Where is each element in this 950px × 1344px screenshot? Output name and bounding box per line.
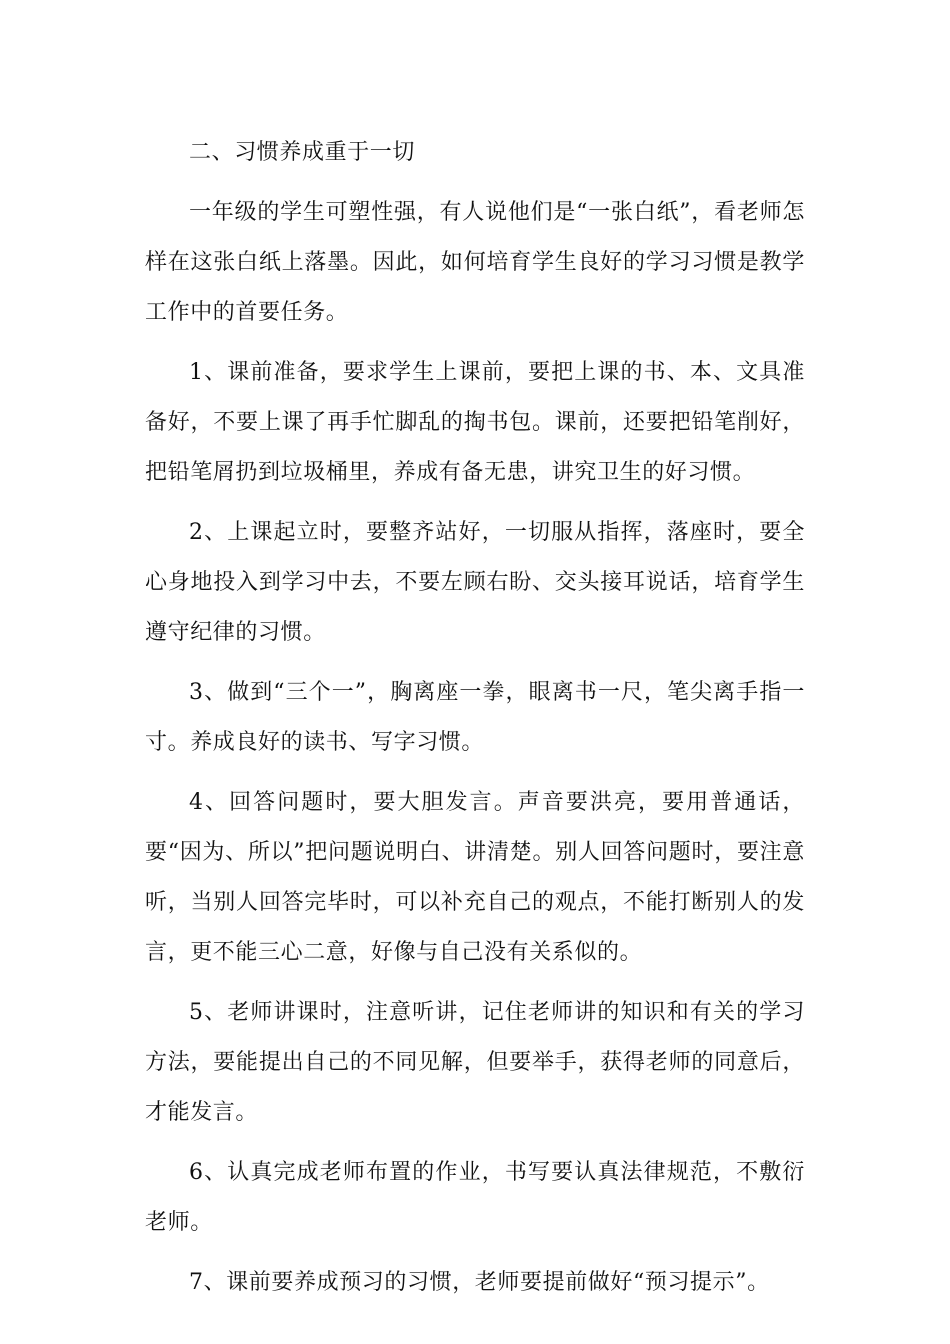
document-body [145,128,805,1318]
paragraph-item-7: 7、课前要养成预习的习惯，老师要提前做好“预习提示”。 [189,1270,770,1295]
paragraph-item-1: 1、课前准备，要求学生上课前，要把上课的书、本、文具准备好，不要上课了再手忙脚乱的掏书包。课前，还要把铅笔削好，把铅笔屑扔到垃圾桶里，养成有备无患，讲究卫生的好习惯。 [145,360,805,485]
paragraph-item-6: 6、认真完成老师布置的作业，书写要认真法律规范，不敷衍老师。 [145,1160,805,1235]
paragraph-item-3: 3、做到“三个一”，胸离座一拳，眼离书一尺，笔尖离手指一寸。养成良好的读书、写字习惯。 [145,680,805,755]
paragraph-item-5: 5、老师讲课时，注意听讲，记住老师讲的知识和有关的学习方法，要能提出自己的不同见解，但要举手，获得老师的同意后，才能发言。 [145,1000,805,1125]
section-heading: 二、习惯养成重于一切 [189,140,416,165]
paragraph-item-2: 2、上课起立时，要整齐站好，一切服从指挥，落座时，要全心身地投入到学习中去，不要左顾右盼、交头接耳说话，培育学生遵守纪律的习惯。 [145,520,805,645]
paragraph-item-4: 4、回答问题时，要大胆发言。声音要洪亮，要用普通话，要“因为、所以”把问题说明白、讲清楚。别人回答问题时，要注意听，当别人回答完毕时，可以补充自己的观点，不能打断别人的发言，更不能三心二意，好像与自己没有关系似的。 [145,790,805,965]
paragraph-intro: 一年级的学生可塑性强，有人说他们是“一张白纸”，看老师怎样在这张白纸上落墨。因此，如何培育学生良好的学习习惯是教学工作中的首要任务。 [145,200,805,325]
